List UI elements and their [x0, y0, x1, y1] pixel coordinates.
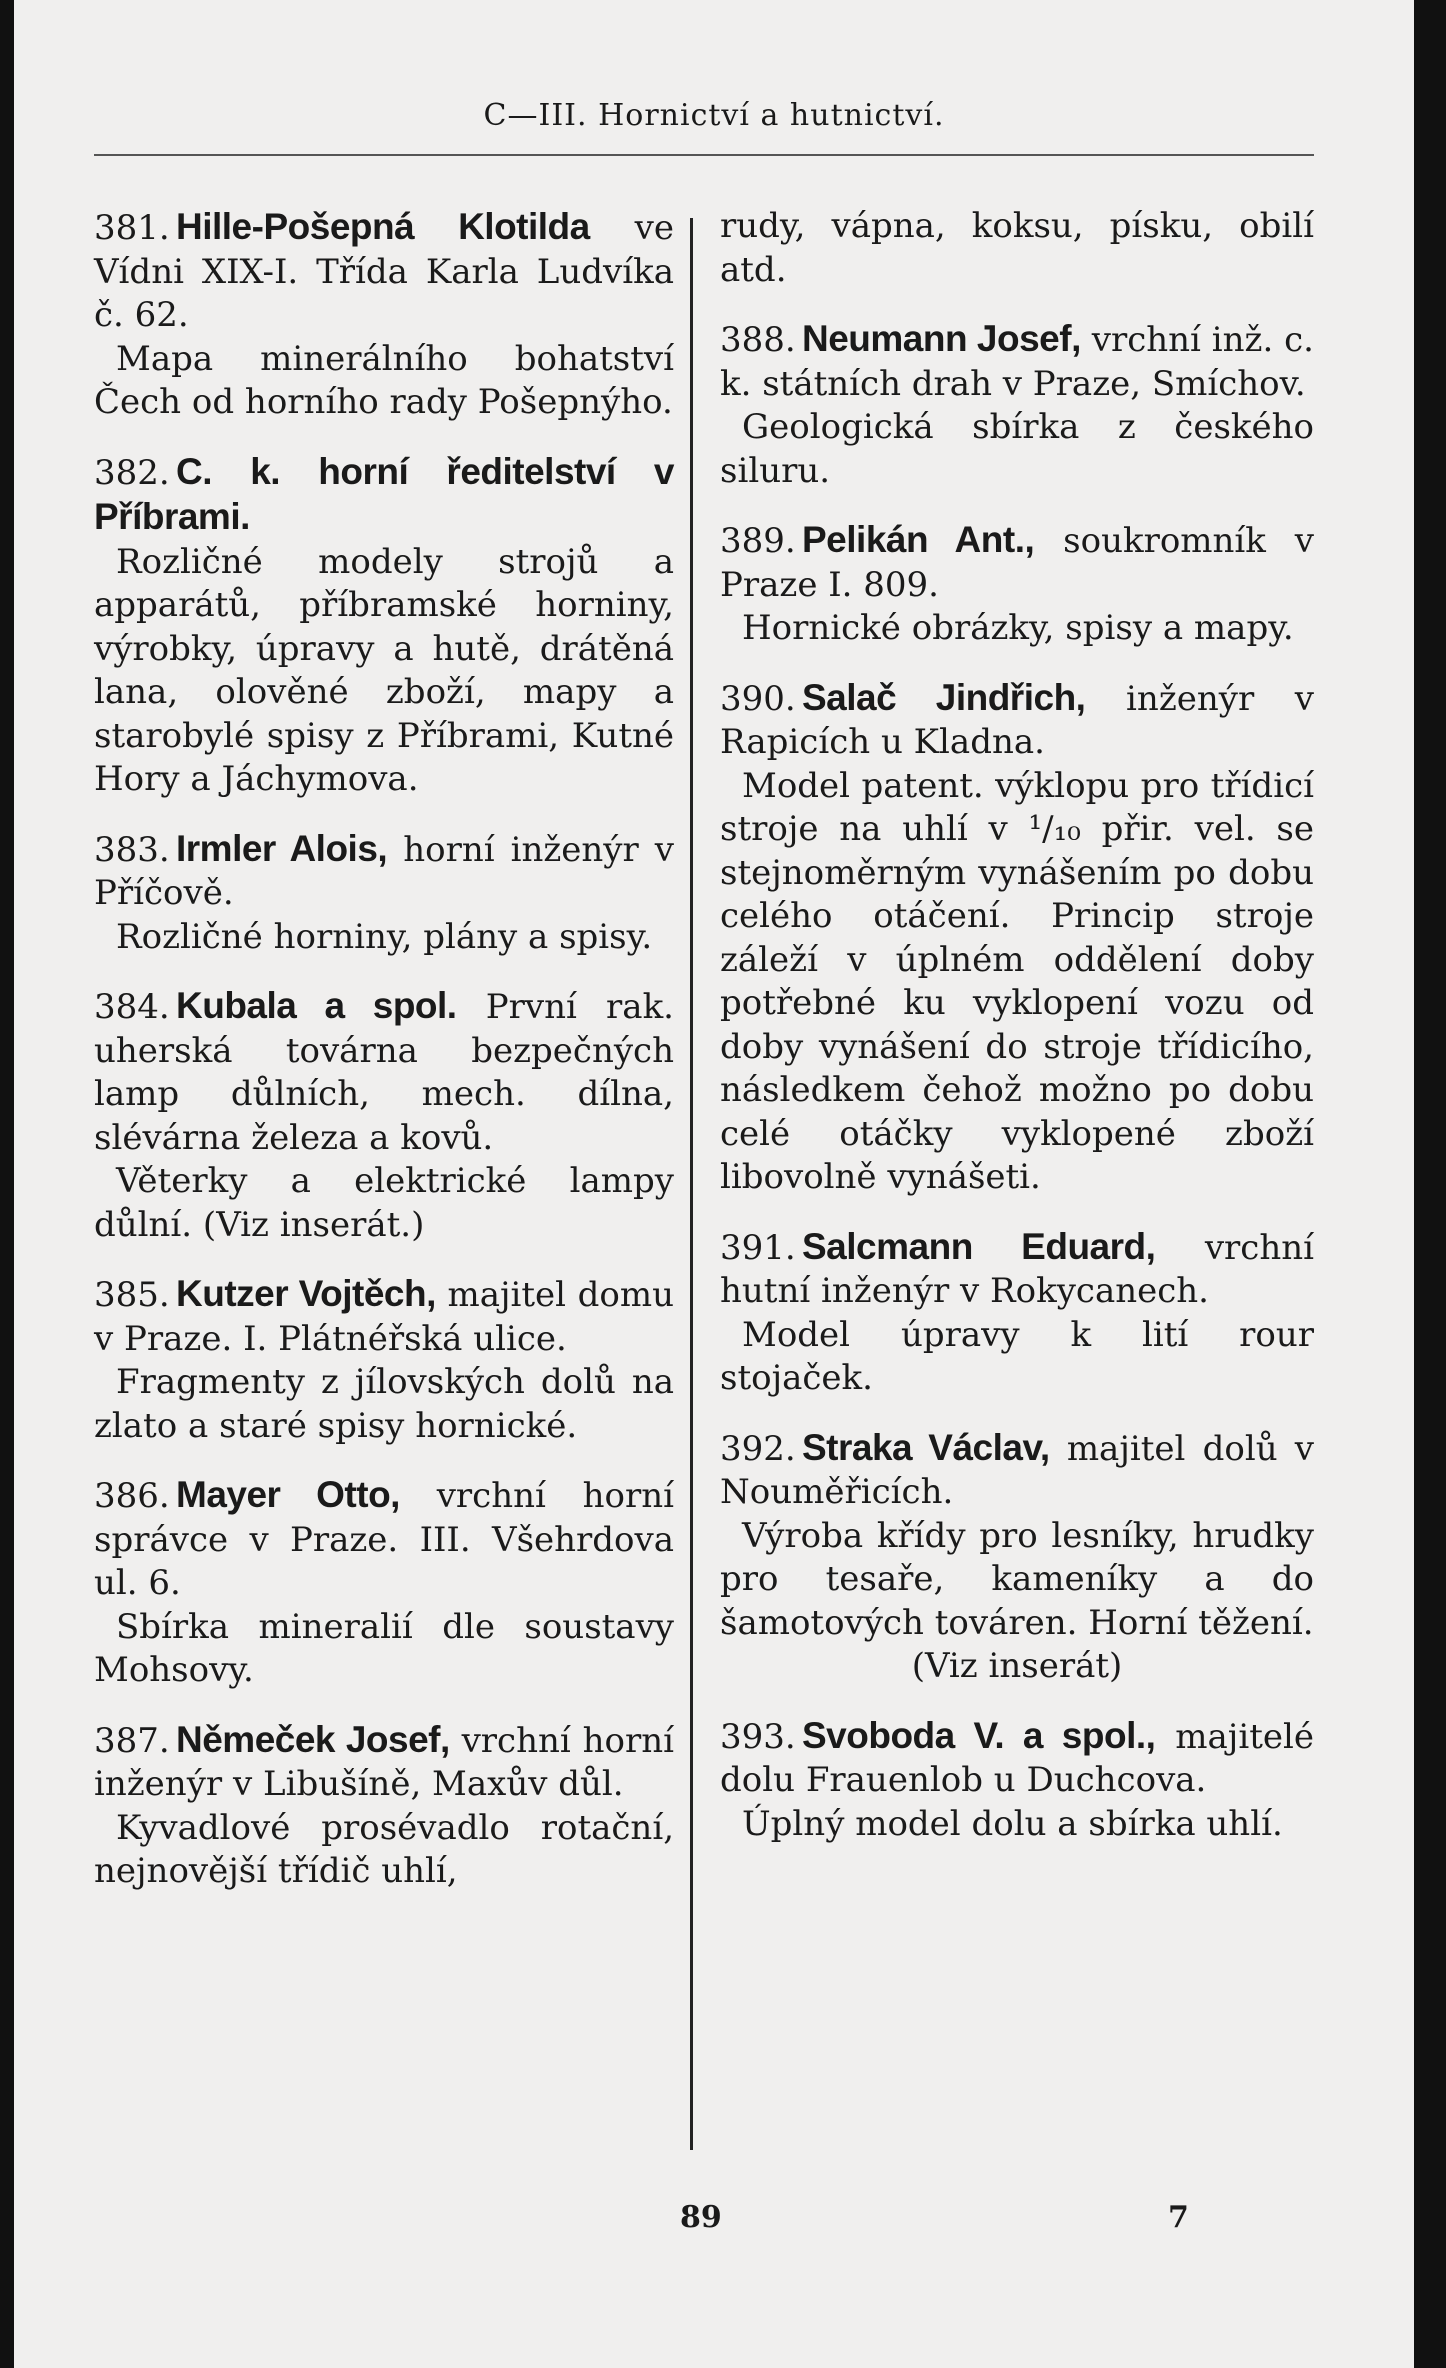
exhibit-description: Fragmenty z jílovských dolů na zlato a staré spisy hornické. — [94, 1362, 674, 1446]
exhibitor-address: majitel dolů v Nouměřicích. — [720, 1428, 1314, 1512]
running-header: C—III. Hornictví a hutnictví. — [483, 98, 945, 133]
exhibitor-address: ve Vídni XIX-I. Třída Karla Ludvíka č. 62. — [94, 208, 674, 335]
catalog-entry — [94, 1473, 674, 1693]
exhibitor-name: Hille-Pošepná Klotilda — [176, 206, 590, 247]
exhibitor-name: Irmler Alois, — [176, 827, 388, 869]
exhibit-note: (Viz inserát) — [911, 1646, 1123, 1686]
entry-number: 393. — [720, 1716, 796, 1757]
entry-heading — [720, 1714, 1314, 1803]
entry-number: 383. — [94, 829, 170, 870]
exhibitor-name: C. k. horní ředitelství v Příbrami. — [94, 450, 674, 537]
exhibitor-address: vrchní hutní inženýr v Rokycanech. — [720, 1227, 1315, 1311]
exhibit-description: Výroba křídy pro lesníky, hrudky pro tesaře, kameníky a do šamotových továren. Horní těžení. — [720, 1515, 1314, 1643]
catalog-entry — [720, 317, 1314, 493]
entry-number: 382. — [94, 452, 170, 493]
document-page — [14, 0, 1414, 2368]
exhibit-description: Rozličné horniny, plány a spisy. — [116, 916, 653, 957]
exhibitor-address: První rak. uherská továrna bezpečných lamp důlních, mech. dílna, slévárna železa a kovů. — [94, 987, 674, 1158]
exhibitor-address: horní inženýr v Příčově. — [94, 829, 674, 913]
entry-heading — [94, 827, 674, 916]
entry-number: 389. — [720, 521, 796, 561]
entry-heading — [94, 205, 674, 338]
entry-number: 385. — [94, 1275, 170, 1315]
right-column — [720, 205, 1314, 1871]
exhibit-description: Úplný model dolu a sbírka uhlí. — [742, 1803, 1283, 1844]
exhibitor-name: Mayer Otto, — [176, 1474, 400, 1515]
exhibit-description: Hornické obrázky, spisy a mapy. — [742, 608, 1294, 648]
exhibitor-name: Neumann Josef, — [802, 318, 1081, 359]
exhibitor-name: Salač Jindřich, — [802, 676, 1086, 718]
exhibit-description: Model úpravy k lití rour stojaček. — [720, 1314, 1314, 1398]
exhibitor-name: Svoboda V. a spol., — [802, 1714, 1156, 1756]
catalog-entry — [94, 450, 674, 802]
entry-number: 392. — [720, 1428, 796, 1469]
exhibitor-address: majitelé dolu Frauenlob u Duchcova. — [720, 1716, 1314, 1800]
exhibitor-address: majitel domu v Praze. I. Plátnéřská ulice. — [94, 1275, 674, 1359]
entry-heading — [720, 676, 1314, 765]
exhibitor-address: vrchní horní správce v Praze. III. Všehrdova ul. 6. — [94, 1476, 674, 1603]
right-entries — [720, 317, 1314, 1846]
catalog-entry — [720, 676, 1314, 1200]
header-rule — [94, 154, 1314, 156]
catalog-entry — [720, 1426, 1314, 1689]
catalog-entry — [94, 205, 674, 425]
exhibit-description: Mapa minerálního bohatství Čech od horního rady Pošepnýho. — [94, 338, 674, 422]
exhibit-description: Geologická sbírka z českého siluru. — [720, 407, 1314, 491]
exhibitor-name: Straka Václav, — [802, 1426, 1050, 1468]
exhibit-description: Rozličné modely strojů a apparátů, příbramské horniny, výrobky, úpravy a hutě, drátěná lana, olověné zboží, mapy a starobylé spisy z Příbrami, Kutné Hory a Jáchymova. — [94, 541, 674, 799]
exhibit-description: Kyvadlové prosévadlo rotační, nejnovější třídič uhlí, — [94, 1807, 674, 1891]
entry-heading — [720, 317, 1314, 406]
continuation-text: rudy, vápna, koksu, písku, obilí atd. — [720, 206, 1314, 290]
entry-heading — [720, 1426, 1314, 1515]
exhibit-description: Model patent. výklopu pro třídicí stroje na uhlí v ¹/₁₀ přir. vel. se stejnoměrným vynášením po dobu celého otáčení. Princip stroje záleží v úplném oddělení doby potřebné ku vyklopení vozu od doby vynášení do stroje třídicího, následkem čehož možno po dobu celé otáčky vyklopené zboží libovolně vynášeti. — [720, 765, 1314, 1197]
left-column — [94, 205, 674, 1919]
exhibitor-name: Pelikán Ant., — [802, 519, 1035, 560]
page-number: 89 — [680, 2200, 722, 2235]
entry-heading — [94, 1272, 674, 1361]
catalog-entry — [720, 1714, 1314, 1847]
exhibitor-address: vrchní inž. c. k. státních drah v Praze, Smíchov. — [720, 320, 1314, 404]
signature-mark: 7 — [1168, 2200, 1189, 2235]
exhibitor-name: Němeček Josef, — [176, 1718, 450, 1760]
entry-heading — [94, 1718, 674, 1807]
exhibit-description: Věterky a elektrické lampy důlní. (Viz inserát.) — [94, 1161, 674, 1245]
entry-number: 387. — [94, 1720, 170, 1761]
entry-heading — [94, 450, 674, 541]
catalog-entry — [94, 1272, 674, 1448]
exhibitor-address: inženýr v Rapicích u Kladna. — [720, 678, 1315, 762]
exhibitor-name: Salcmann Eduard, — [802, 1225, 1156, 1267]
entry-number: 384. — [94, 987, 170, 1027]
entry-number: 386. — [94, 1476, 170, 1516]
entry-number: 388. — [720, 320, 796, 360]
entry-heading — [720, 518, 1314, 607]
entry-number: 390. — [720, 678, 796, 719]
entry-number: 391. — [720, 1227, 796, 1268]
entry-heading — [94, 1473, 674, 1606]
column-divider — [690, 218, 693, 2150]
entry-heading — [94, 984, 674, 1160]
catalog-entry — [720, 1225, 1314, 1401]
exhibit-description: Sbírka mineralií dle soustavy Mohsovy. — [94, 1606, 674, 1690]
catalog-entry — [94, 1718, 674, 1894]
catalog-entry — [720, 518, 1314, 651]
entry-number: 381. — [94, 208, 170, 248]
catalog-entry — [94, 827, 674, 960]
exhibitor-address: vrchní horní inženýr v Libušíně, Maxův důl. — [94, 1720, 674, 1804]
exhibitor-name: Kutzer Vojtěch, — [176, 1273, 436, 1314]
exhibitor-name: Kubala a spol. — [176, 985, 457, 1026]
exhibitor-address: soukromník v Praze I. 809. — [720, 521, 1314, 605]
entry-heading — [720, 1225, 1314, 1314]
catalog-entry — [94, 984, 674, 1247]
